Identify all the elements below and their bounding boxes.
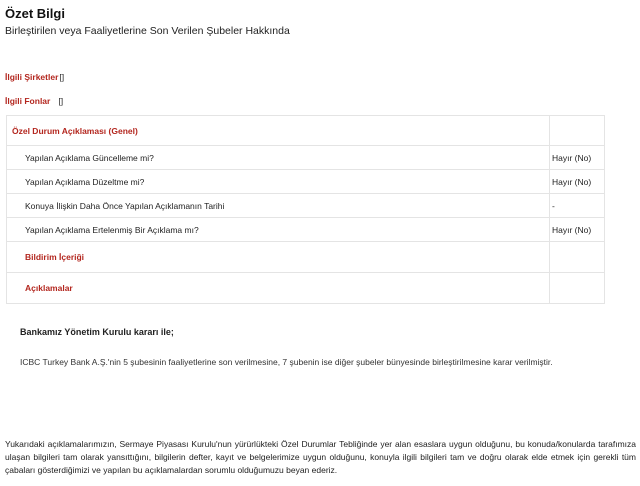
related-companies-value: [] bbox=[59, 72, 65, 82]
row-label: Konuya İlişkin Daha Önce Yapılan Açıklamanın Tarihi bbox=[7, 194, 550, 218]
table-header: Özel Durum Açıklaması (Genel) bbox=[7, 116, 550, 146]
row-value: - bbox=[550, 194, 605, 218]
table-row bbox=[7, 146, 605, 170]
section-row bbox=[7, 242, 605, 273]
section-notification-content: Bildirim İçeriği bbox=[7, 242, 550, 273]
row-value: Hayır (No) bbox=[550, 170, 605, 194]
related-funds-label[interactable]: İlgili Fonlar bbox=[5, 96, 51, 106]
decision-heading: Bankamız Yönetim Kurulu kararı ile; bbox=[20, 327, 174, 337]
summary-subtitle: Birleştirilen veya Faaliyetlerine Son Verilen Şubeler Hakkında bbox=[5, 25, 290, 37]
table-row bbox=[7, 218, 605, 242]
table-row bbox=[7, 170, 605, 194]
section-explanations: Açıklamalar bbox=[7, 273, 550, 304]
page-title: Özet Bilgi bbox=[5, 6, 65, 21]
related-companies bbox=[5, 72, 64, 82]
disclaimer-text: Yukarıdaki açıklamalarımızın, Sermaye Piyasası Kurulu'nun yürürlükteki Özel Durumlar Tebliğinde yer alan esaslara uygun olduğunu, bu konuda/konularda tarafımıza ulaşan bilgileri tam olarak yansıttığını, bilgilerin defter, kayıt ve belgelerimize uygun olduğunu, konuyla ilgili bilgileri tam ve doğru olarak elde etmek için gerekli tüm çabaları gösterdiğimizi ve yapılan bu açıklamalardan sorumlu olduğumuzu beyan ederiz. bbox=[5, 439, 636, 475]
table-header-row bbox=[7, 116, 605, 146]
table-row bbox=[7, 194, 605, 218]
related-funds bbox=[5, 96, 63, 106]
section-row bbox=[7, 273, 605, 304]
row-label: Yapılan Açıklama Düzeltme mi? bbox=[7, 170, 550, 194]
row-label: Yapılan Açıklama Güncelleme mi? bbox=[7, 146, 550, 170]
disclosure-table bbox=[6, 115, 605, 304]
row-value: Hayır (No) bbox=[550, 146, 605, 170]
decision-text: ICBC Turkey Bank A.Ş.'nin 5 şubesinin faaliyetlerine son verilmesine, 7 şubenin ise diğer şubeler bünyesinde birleştirilmesine karar verilmiştir. bbox=[20, 357, 553, 367]
related-companies-label[interactable]: İlgili Şirketler bbox=[5, 72, 59, 82]
row-value: Hayır (No) bbox=[550, 218, 605, 242]
related-funds-value: [] bbox=[58, 96, 64, 106]
row-label: Yapılan Açıklama Ertelenmiş Bir Açıklama mı? bbox=[7, 218, 550, 242]
